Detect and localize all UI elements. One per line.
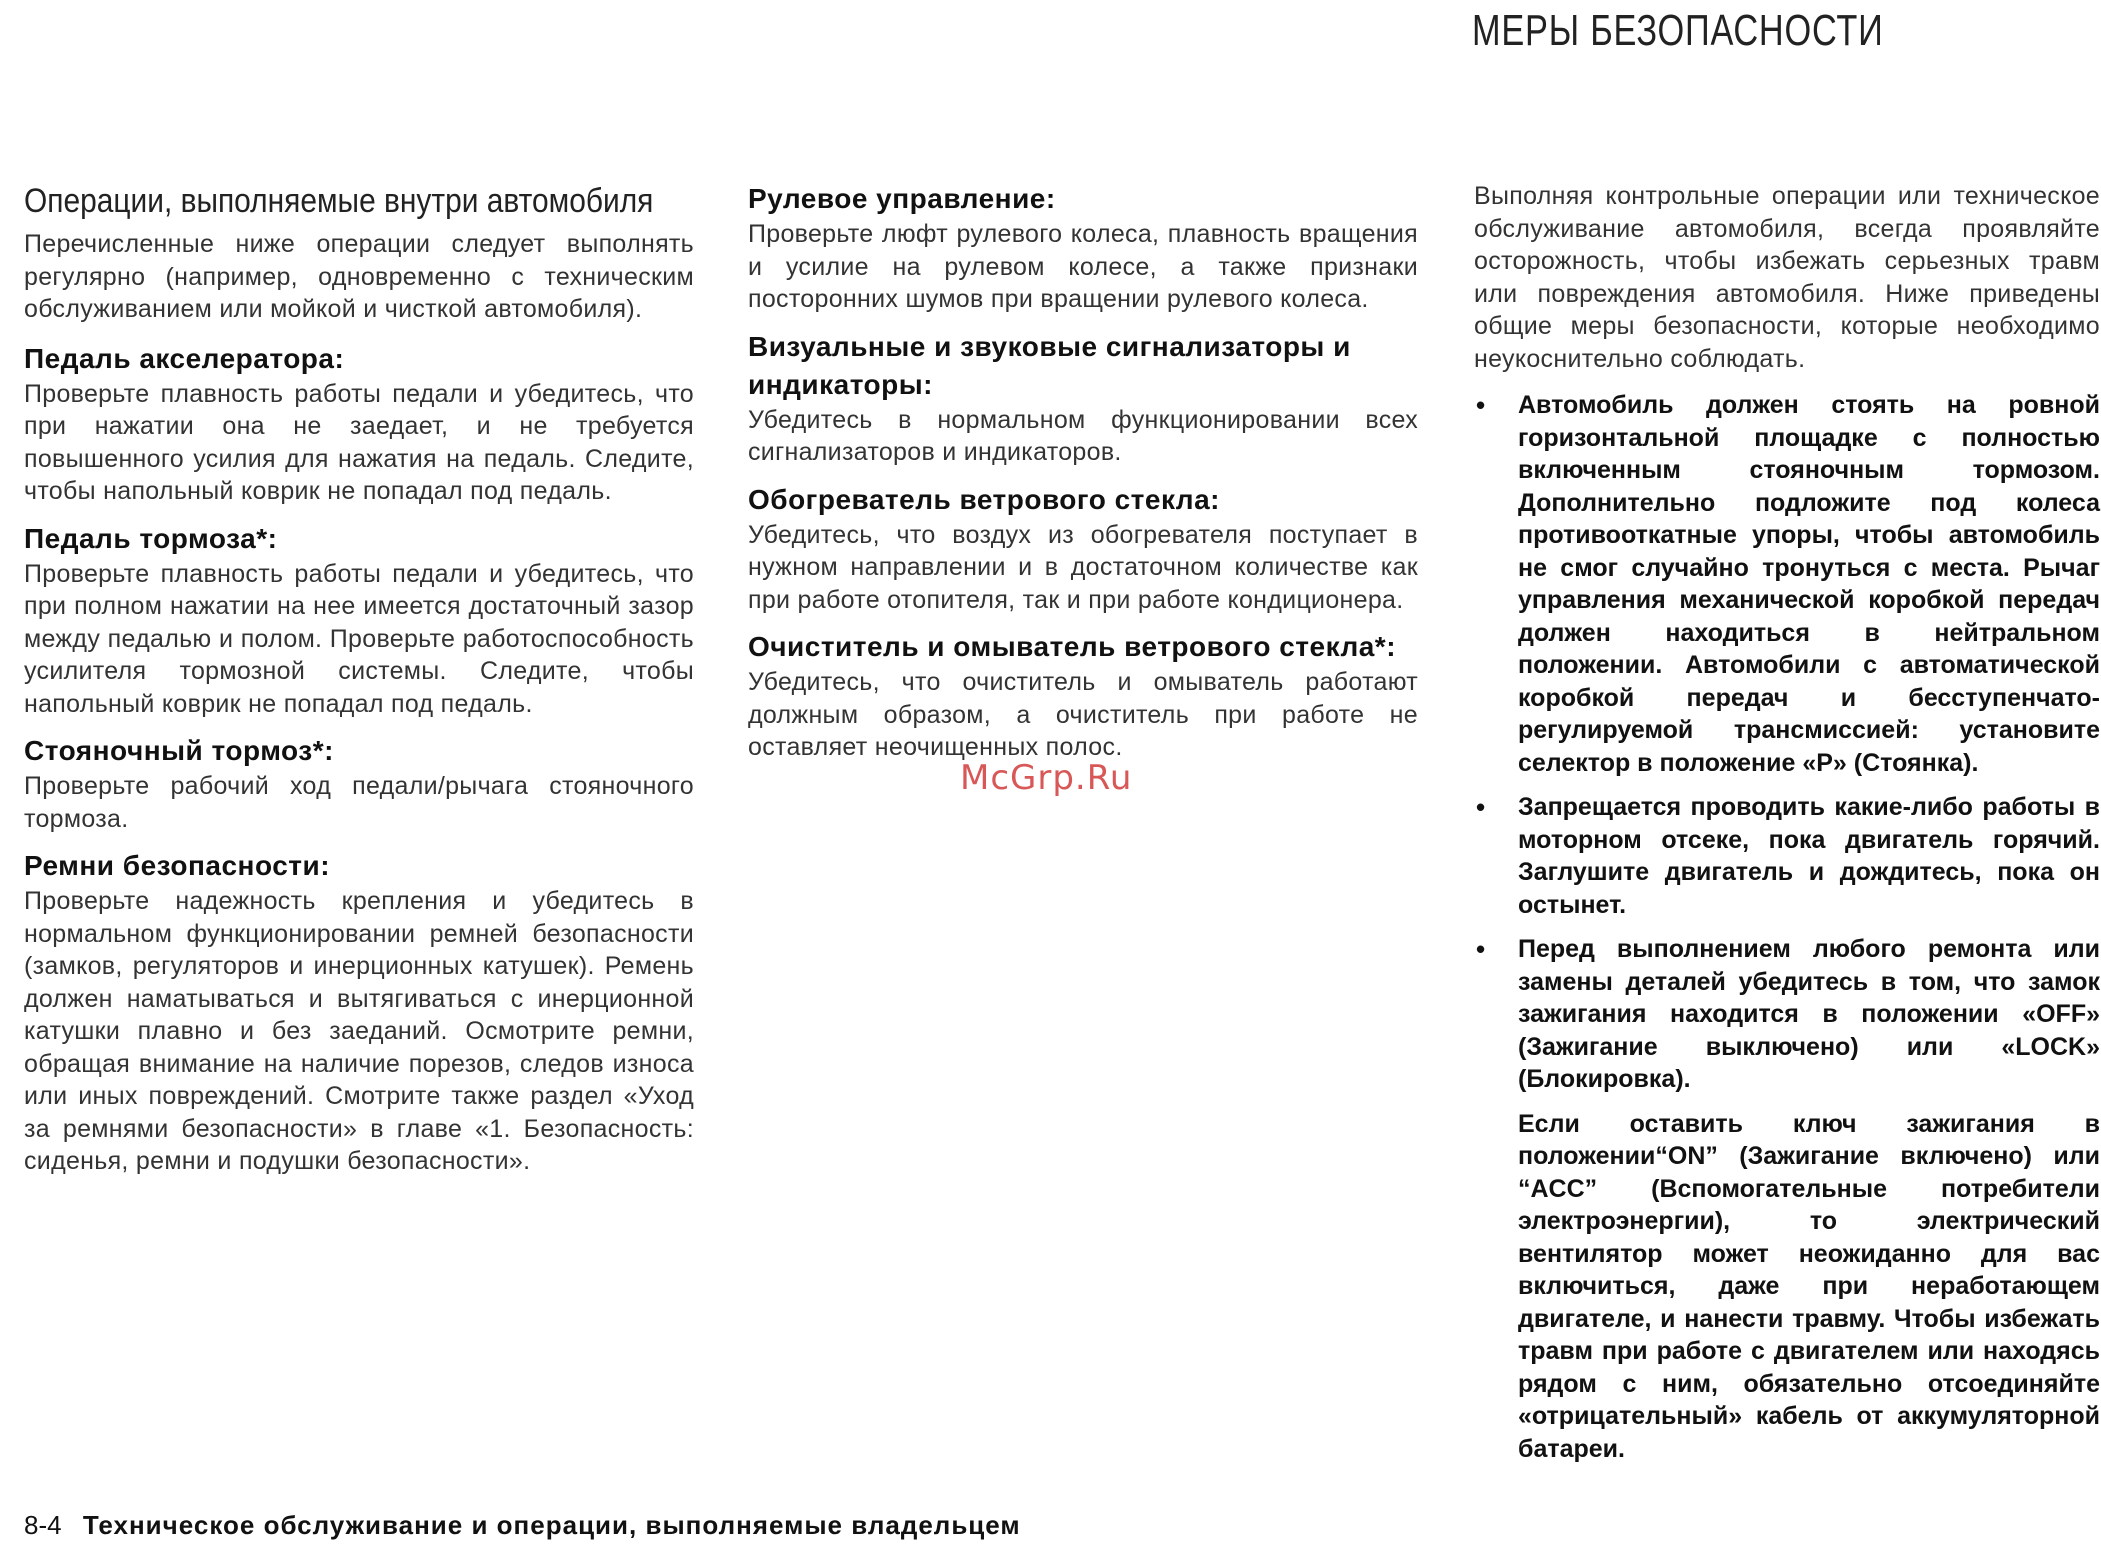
page-footer — [24, 1510, 1021, 1541]
item-text: Проверьте плавность работы педали и убедитесь, что при полном нажатии на нее имеется достаточный зазор между педалью и полом. Проверьте работоспособность усилителя тормозной системы. Следите, чтобы напольный коврик не попадал под педаль. — [24, 559, 694, 718]
item-text: Убедитесь, что воздух из обогревателя поступает в нужном направлении и в достаточном количестве как при работе отопителя, так и при работе кондиционера. — [748, 520, 1418, 614]
bullet-icon: • — [1476, 934, 1486, 964]
section-title: Операции, выполняемые внутри автомобиля — [24, 182, 654, 220]
page-header-title: МЕРЫ БЕЗОПАСНОСТИ — [1472, 6, 1884, 55]
item-text: Проверьте люфт рулевого колеса, плавность вращения и усилие на рулевом колесе, а также признаки посторонних шумов при вращении рулевого колеса. — [748, 220, 1418, 313]
list-item — [1474, 791, 2100, 921]
page-number: 8-4 — [24, 1510, 62, 1540]
item-windshield-defroster — [748, 481, 1418, 617]
item-title: Очиститель и омыватель ветрового стекла*: — [748, 631, 1397, 662]
bullet-text: Запрещается проводить какие-либо работы в моторном отсеке, пока двигатель горячий. Заглушите двигатель и дождитесь, пока он остынет. — [1518, 793, 2100, 919]
item-text: Убедитесь в нормальном функционировании всех сигнализаторов и индикаторов. — [748, 405, 1418, 466]
item-title: Обогреватель ветрового стекла: — [748, 483, 1220, 515]
footer-title: Техническое обслуживание и операции, выполняемые владельцем — [82, 1510, 1021, 1540]
list-item — [1474, 389, 2100, 779]
item-title: Педаль акселератора: — [24, 342, 345, 374]
item-text: Проверьте плавность работы педали и убедитесь, что при нажатии она не заедает, и не требуется повышенного усилия для нажатия на педаль. Следите, чтобы напольный коврик не попадал под педаль. — [24, 379, 694, 505]
warning-sub-paragraph: Если оставить ключ зажигания в положении“ON” (Зажигание включено) или “ACC” (Вспомогательные потребители электроэнергии), то электрический вентилятор может неожиданно для вас включиться, даже при неработающем двигателе, и нанести травму. Чтобы избежать травм при работе с двигателем или находясь рядом с ним, обязательно отсоединяйте «отрицательный» кабель от аккумуляторной батареи. — [1518, 1109, 2100, 1463]
safety-intro-paragraph: Выполняя контрольные операции или техническое обслуживание автомобиля, всегда проявляйте осторожность, чтобы избежать серьезных травм или повреждения автомобиля. Ниже приведены общие меры безопасности, которые необходимо неукоснительно соблюдать. — [1474, 182, 2100, 373]
bullet-icon: • — [1476, 792, 1486, 822]
item-title: Стояночный тормоз*: — [24, 735, 334, 766]
item-parking-brake — [24, 732, 694, 835]
item-text: Проверьте надежность крепления и убедитесь в нормальном функционировании ремней безопасности (замков, регуляторов и инерционных катушек). Ремень должен наматываться и вытягиваться с инерционной катушки плавно и без заеданий. Осмотрите ремни, обращая внимание на наличие порезов, следов износа или иных повреждений. Смотрите также раздел «Уход за ремнями безопасности» в главе «1. Безопасность: сиденья, ремни и подушки безопасности». — [24, 887, 694, 1175]
column-middle — [748, 180, 1418, 776]
bullet-text: Автомобиль должен стоять на ровной горизонтальной площадке с полностью включенным стояночным тормозом. Дополнительно подложите под колеса противооткатные упоры, чтобы автомобиль не смог случайно тронуться с места. Рычаг управления механической коробкой передач должен находиться в нейтральном положении. Автомобили с автоматической коробкой передач и бесступенчато-регулируемой трансмиссией: установите селектор в положение «P» (Стоянка). — [1518, 391, 2100, 777]
item-steering — [748, 180, 1418, 316]
bullet-icon: • — [1476, 390, 1486, 420]
watermark: McGrp.Ru — [960, 758, 1133, 798]
item-seat-belts — [24, 847, 694, 1178]
item-title: Визуальные и звуковые сигнализаторы и индикаторы: — [748, 330, 1351, 400]
item-signals-indicators — [748, 328, 1418, 469]
item-title: Рулевое управление: — [748, 183, 1056, 214]
safety-bullet-list — [1474, 389, 2100, 1096]
item-text: Проверьте рабочий ход педали/рычага стояночного тормоза. — [24, 772, 694, 833]
list-item — [1474, 933, 2100, 1096]
item-title: Педаль тормоза*: — [24, 522, 278, 554]
bullet-text: Перед выполнением любого ремонта или замены деталей убедитесь в том, что замок зажигания находится в положении «OFF» (Зажигание выключено) или «LOCK» (Блокировка). — [1518, 935, 2100, 1093]
item-wiper-washer — [748, 628, 1418, 764]
item-brake-pedal — [24, 520, 694, 721]
item-title: Ремни безопасности: — [24, 850, 331, 881]
item-text: Убедитесь, что очиститель и омыватель работают должным образом, а очиститель при работе не оставляет неочищенных полос. — [748, 668, 1418, 761]
intro-paragraph: Перечисленные ниже операции следует выполнять регулярно (например, одновременно с техническим обслуживанием или мойкой и чисткой автомобиля). — [24, 230, 694, 323]
column-right — [1474, 180, 2100, 1465]
column-left — [24, 180, 694, 1190]
item-accelerator-pedal — [24, 340, 694, 508]
